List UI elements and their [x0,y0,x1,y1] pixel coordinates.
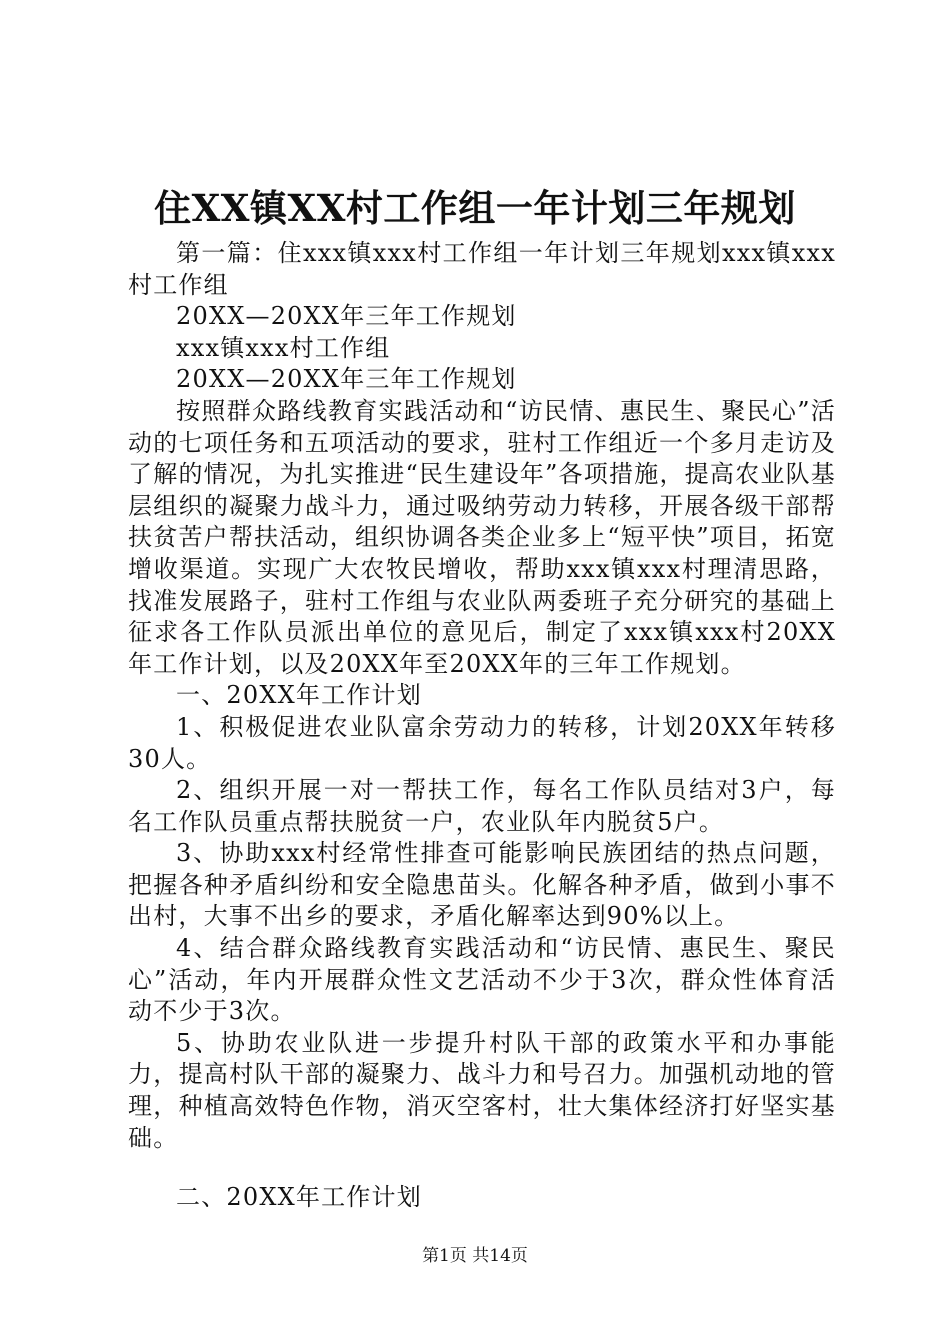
list-item-2: 2、组织开展一对一帮扶工作，每名工作队员结对3户，每名工作队员重点帮扶脱贫一户，农业队年内脱贫5户。 [128,776,836,836]
paragraph-workgroup: xxx镇xxx村工作组 [176,333,391,362]
list-item-5: 5、协助农业队进一步提升村队干部的政策水平和办事能力，提高村队干部的凝聚力、战斗力和号召力。加强机动地的管理，种植高效特色作物，消灭空客村，壮大集体经济打好坚实基础。 [128,1028,836,1152]
page-number: 第1页 共14页 [422,1246,528,1266]
paragraph-intro: 第一篇：住xxx镇xxx村工作组一年计划三年规划xxx镇xxx村工作组 [128,239,836,299]
section-heading-1: 一、20XX年工作计划 [176,681,422,710]
document-title: 住XX镇XX村工作组一年计划三年规划 [154,186,796,230]
section-heading-2: 二、20XX年工作计划 [176,1183,422,1212]
list-item-3: 3、协助xxx村经常性排查可能影响民族团结的热点问题，把握各种矛盾纠纷和安全隐患苗头。化解各种矛盾，做到小事不出村，大事不出乡的要求，矛盾化解率达到90%以上。 [128,839,836,931]
paragraph-plan-heading: 20XX—20XX年三年工作规划 [176,302,517,331]
list-item-4: 4、结合群众路线教育实践活动和“访民情、惠民生、聚民心”活动，年内开展群众性文艺活动不少于3次，群众性体育活动不少于3次。 [128,934,836,1026]
document-body [128,238,836,1214]
paragraph-background: 按照群众路线教育实践活动和“访民情、惠民生、聚民心”活动的七项任务和五项活动的要求，驻村工作组近一个多月走访及了解的情况，为扎实推进“民生建设年”各项措施，提高农业队基层组织的凝聚力战斗力，通过吸纳劳动力转移，开展各级干部帮扶贫苦户帮扶活动，组织协调各类企业多上“短平快”项目，拓宽增收渠道。实现广大农牧民增收，帮助xxx镇xxx村理清思路，找准发展路子，驻村工作组与农业队两委班子充分研究的基础上征求各工作队员派出单位的意见后，制定了xxx镇xxx村20XX年工作计划，以及20XX年至20XX年的三年工作规划。 [128,396,836,678]
list-item-1: 1、积极促进农业队富余劳动力的转移，计划20XX年转移30人。 [128,712,836,773]
paragraph-plan-heading-repeat: 20XX—20XX年三年工作规划 [176,365,517,394]
